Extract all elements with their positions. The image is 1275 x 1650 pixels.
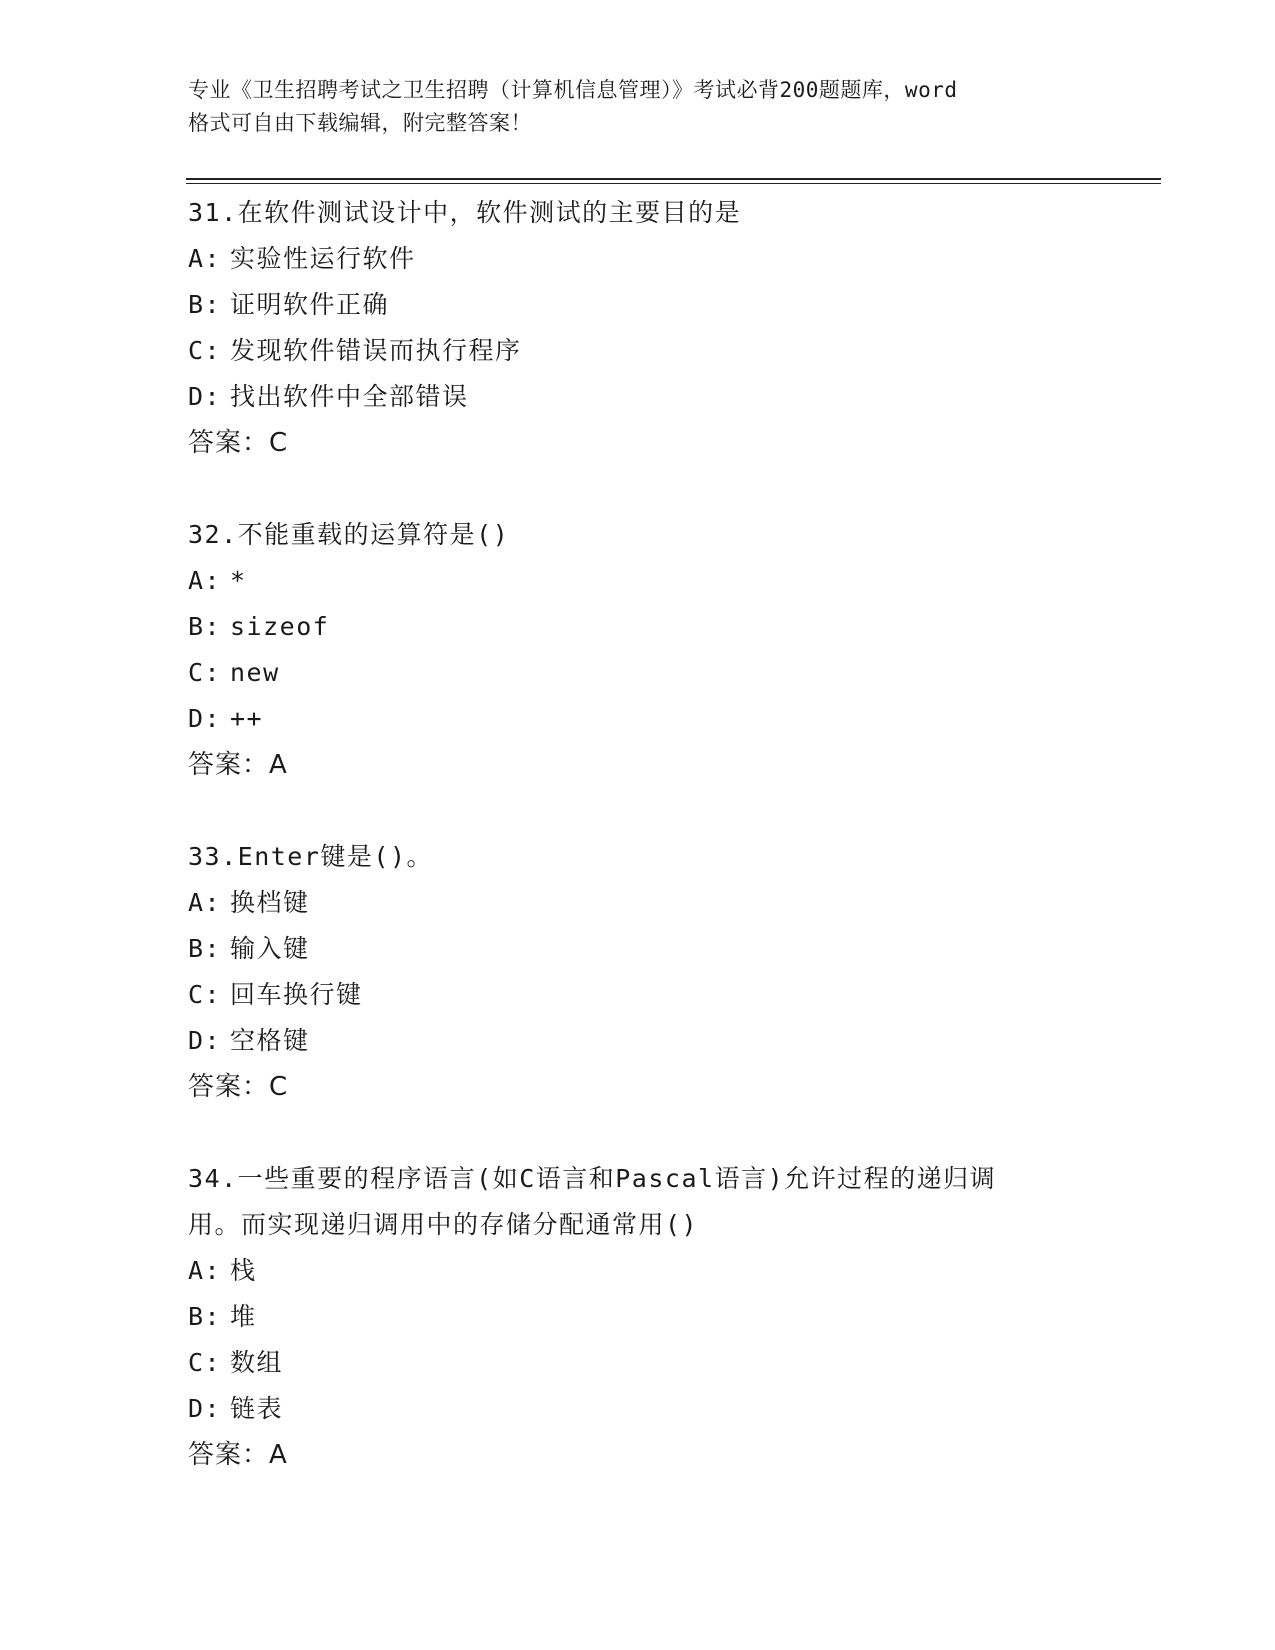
option-c <box>188 328 1128 374</box>
option-letter: C: <box>188 1348 222 1377</box>
option-b <box>188 604 1128 650</box>
option-c <box>188 972 1128 1018</box>
option-letter: D: <box>188 704 222 733</box>
option-letter: C: <box>188 980 222 1009</box>
option-text: new <box>230 658 280 687</box>
option-a <box>188 1248 1128 1294</box>
option-a <box>188 236 1128 282</box>
option-letter: B: <box>188 612 222 641</box>
question-stem-line-2: 用。而实现递归调用中的存储分配通常用() <box>188 1210 699 1239</box>
option-text: sizeof <box>230 612 330 641</box>
header-title-line-1: 专业《卫生招聘考试之卫生招聘（计算机信息管理）》考试必背200题题库，word <box>188 78 958 102</box>
option-b <box>188 926 1128 972</box>
answer-label: 答案：A <box>188 1440 288 1470</box>
option-text: ++ <box>230 704 264 733</box>
option-letter: D: <box>188 1394 222 1423</box>
option-text: * <box>230 566 247 595</box>
option-text: 输入键 <box>230 934 310 963</box>
question-stem: 33.Enter键是()。 <box>188 842 434 871</box>
header-divider-thick <box>186 178 1161 180</box>
option-c <box>188 650 1128 696</box>
question-list <box>188 190 1128 1524</box>
option-letter: D: <box>188 382 222 411</box>
option-d <box>188 1386 1128 1432</box>
option-letter: B: <box>188 934 222 963</box>
option-a <box>188 880 1128 926</box>
question-stem-line-1: 34.一些重要的程序语言(如C语言和Pascal语言)允许过程的递归调 <box>188 1164 997 1193</box>
option-text: 堆 <box>230 1302 257 1331</box>
question-34 <box>188 1156 1128 1478</box>
option-b <box>188 282 1128 328</box>
option-letter: C: <box>188 336 222 365</box>
document-header <box>188 74 1088 140</box>
header-title-line-2: 格式可自由下载编辑，附完整答案！ <box>188 111 532 135</box>
option-d <box>188 1018 1128 1064</box>
question-stem: 32.不能重载的运算符是() <box>188 520 510 549</box>
option-text: 栈 <box>230 1256 257 1285</box>
option-letter: B: <box>188 290 222 319</box>
option-letter: A: <box>188 244 222 273</box>
question-stem: 31.在软件测试设计中，软件测试的主要目的是 <box>188 198 742 227</box>
option-b <box>188 1294 1128 1340</box>
answer-label: 答案：C <box>188 1072 289 1102</box>
question-33 <box>188 834 1128 1110</box>
question-32 <box>188 512 1128 788</box>
option-text: 数组 <box>230 1348 284 1377</box>
option-text: 实验性运行软件 <box>230 244 416 273</box>
option-a <box>188 558 1128 604</box>
option-text: 发现软件错误而执行程序 <box>230 336 522 365</box>
option-letter: B: <box>188 1302 222 1331</box>
option-text: 空格键 <box>230 1026 310 1055</box>
option-d <box>188 374 1128 420</box>
option-letter: A: <box>188 888 222 917</box>
option-letter: A: <box>188 1256 222 1285</box>
option-text: 回车换行键 <box>230 980 363 1009</box>
option-letter: C: <box>188 658 222 687</box>
question-31 <box>188 190 1128 466</box>
option-text: 找出软件中全部错误 <box>230 382 469 411</box>
option-letter: A: <box>188 566 222 595</box>
answer-label: 答案：C <box>188 428 289 458</box>
option-text: 换档键 <box>230 888 310 917</box>
option-d <box>188 696 1128 742</box>
option-c <box>188 1340 1128 1386</box>
option-text: 链表 <box>230 1394 284 1423</box>
option-text: 证明软件正确 <box>230 290 390 319</box>
answer-label: 答案：A <box>188 750 288 780</box>
header-divider-thin <box>186 183 1161 184</box>
option-letter: D: <box>188 1026 222 1055</box>
